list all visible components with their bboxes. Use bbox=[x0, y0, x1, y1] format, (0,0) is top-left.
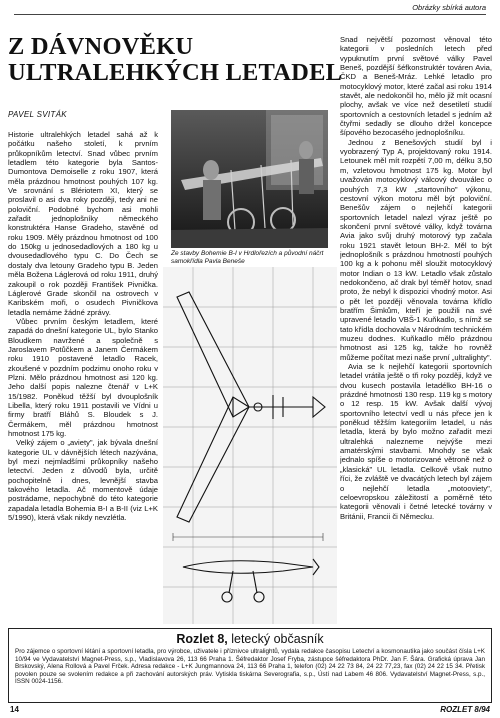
page-number: 14 bbox=[10, 705, 19, 714]
title-line-1: Z DÁVNOVĚKU bbox=[8, 33, 194, 60]
page-footer bbox=[0, 704, 500, 718]
imprint-title bbox=[15, 632, 485, 646]
paragraph: Vůbec prvním českým letadlem, které zapadá do dnešní kategorie UL, bylo Stanko Bloudkem navržené a společně s Jaroslavem Potůčkem a Janem Čermákem roku 1910 postavené letadlo Racek, zkoušené v pozdním podzimu onoho roku v Plzni. Mělo prázdnou hmotnost asi 120 kg. Jeho další popis nalezne čtenář v L+K 15/1982. Poněkud těžší byl dvouplošník Libella, který roku 1911 postavili ve Vídni u firmy bratří Bláhů S. Bloudek s J. Čermákem, měl prázdnou hmotnost hmotnost 175 kg. bbox=[8, 316, 158, 438]
author-byline: PAVEL SVITÁK bbox=[8, 110, 67, 119]
imprint-text: Pro zájemce o sportovní létání a sportovní letadla, pro výrobce, uživatele i příznivce ultralightů, vydala redakce časopisu Letectví a kosmonautika jako součást čísla L+K 10/94 ve Vydavatelství Magnet-Press, s.p., Vladislavova 26, 113 66 Praha 1. Šéfredaktor Josef Fryba, zástupce šéfredaktora PhDr. Jan F. Šára. Grafická úprava Jan Brskovský, Alena Rollová a Pavel Frček. Adresa redakce - L+K Jungmannova 24, 113 66 Praha 1, telefon (02) 24 22 73 84, 24 22 77,23, fax (02) 24 22 15 34. Přetisk povolen pouze se svolením redakce a při zachování autorských práv. Vytiskla tiskárna Severografia, s.p., Ústí nad Labem 46 806. Vydavatelství Magnet-Press, s.p., ISSN 0024-1156. bbox=[15, 648, 485, 686]
historic-photo bbox=[171, 110, 328, 248]
photo-illustration bbox=[171, 110, 328, 248]
section-label: Obrázky sbírká autora bbox=[408, 3, 486, 12]
magazine-issue: ROZLET 8/94 bbox=[440, 705, 490, 714]
imprint-title-rest: letecký občasník bbox=[227, 632, 324, 646]
paragraph: Avia se k nejlehčí kategorii sportovních letadel vrátila ještě o tři roky později, když ve dvou kusech postavila letadélko BH-16 o prázdné hmotnosti 130 resp. 119 kg s motory o 12 resp. 15 kW. Avšak další vývoj sportovního letectví vedl u nás přece jen k poněkud těžším kategoriím letadel, u nás letadla, která by bylo možno zařadit mezi ultralehká nalezneme nejvýše mezi amatérskými stavbami. Mnohdy se však jednalo spíše o motorizované větroně než o „klasická" UL letadla. Celkově však nutno říci, že zvláště ve dvacátých letech byl zájem o nejlehčí letadla „motooviety", celoevropskou záležitostí a poměrně této kategorii věnovali i četné letecké továrny v Británii, Francii či Německu. bbox=[340, 362, 492, 521]
paragraph: Jednou z Benešových studií byl i vyobrazený Typ A, projektovaný roku 1914. Letounek měl mít rozpětí 7,00 m, délku 3,50 m, vzletovou hmotnost 175 kg. Motor byl uvažován motocyklový válcový dvouválec o pouhých 7,3 kW „startovního" výkonu, cestovní výkon motoru měl být poloviční. Benešův zájem o nejlehčí kategorii sportovních letadel nalezl výraz ještě po skončení první světové války, když továrna Avia jako svůj druhý motorový typ začala roku 1921 stavět letoun BH-2. Měl to být jednoplošník s prázdnou hmotností pouhých 100 kg a k pohonu měl sloužit motocyklový motor Indian o 13 kW. Letadlo však zůstalo nedokončeno, ač drak byl téměř hotov, snad proto, že nebyl k dispozici vhodný motor. Asi o pět let později věnovala továrna křídlo bratřím Šimkům, kteří je použili na své upravené letadlo VBŠ-1 Kuňkadlo, s nímž se tato křídla dochovala v Národním technickém muzeu dodnes. Kuňkadlo mělo prázdnou hmotnost asi 125 kg, takže ho rovněž můžeme počítat mezi naše první „ultralighty". bbox=[340, 137, 492, 362]
article-title bbox=[8, 33, 343, 86]
article-column-1 bbox=[8, 130, 158, 620]
imprint-box bbox=[8, 628, 492, 703]
figure-caption: Ze stavby Bohemie B-I v Hrdlořezích a původní náčrt samokřídla Pavla Beneše bbox=[171, 250, 324, 265]
technical-drawing bbox=[163, 267, 337, 624]
wing-sketch bbox=[163, 267, 337, 624]
paragraph: Historie ultralehkých letadel sahá až k počátku našeho století, k prvním průkopníkům letectví. Snad vůbec prvním letadlem této kategorie byla Santos-Dumontova Demoiselle z roku 1907, která měla prázdnou hmotnost pouhých 107 kg. Ve srovnání s Blériotem XI, který se proslavil o asi dva roky později, tedy ani ne poloviční. Podobné bychom asi mohli zařadit jednoplošníky německého konstruktéra Hanse Gradeho, stavěné od roku 1909. Měly prázdnou hmotnost od 100 do 150kg u jednosedadlových a 180 kg u dvousedadlového typu C. Do Čech se dostaly dva letouny Gradeho typu B. Jeden měla Božena Láglerová od roku 1911, druhý zakoupil o rok později František Pivnička. Láglerové Grade skončil na ostrovech v Karibském moři, o osudech Pivničkova letadla nemáme žádné zprávy. bbox=[8, 130, 158, 317]
paragraph: Velký zájem o „aviety", jak bývala dnešní kategorie UL v dávnějších létech nazývána, byl mezi nejmladšími průkopníky našeho letectví. Jeden z důvodů byla, určitě pochopitelně i dnes, levnější stavba takového letadla. Ač momentově údaje postrádame, nepochybně do této kategorie zapadala letadla Bohemia B-I a B-II (viz L+K 5/1990), která však nikdy nevzlétla. bbox=[8, 438, 158, 523]
header-band bbox=[0, 0, 500, 22]
paragraph: Snad největší pozornost věnoval této kategorii v posledních letech před vypuknutím první světové války Pavel Beneš, pozdější šéfkonstruktér továren Avia, ČKD a Beneš-Mráz. Lehké letadlo pro motocyklový motor, které začal asi roku 1914 stavět, ale nedokončil ho, mělo již mít ocasní plochy, avšak ve více než desetiletí studií sportovních a cestovních letadel s jedním až čtyřmi sedadly se dlouho držel koncepce šípového bezocasého jednoplošníku. bbox=[340, 35, 492, 138]
header-rule bbox=[14, 14, 486, 15]
title-line-2: ULTRALEHKÝCH LETADEL bbox=[8, 59, 343, 86]
imprint-title-bold: Rozlet 8, bbox=[176, 632, 228, 646]
article-column-3 bbox=[340, 35, 492, 625]
